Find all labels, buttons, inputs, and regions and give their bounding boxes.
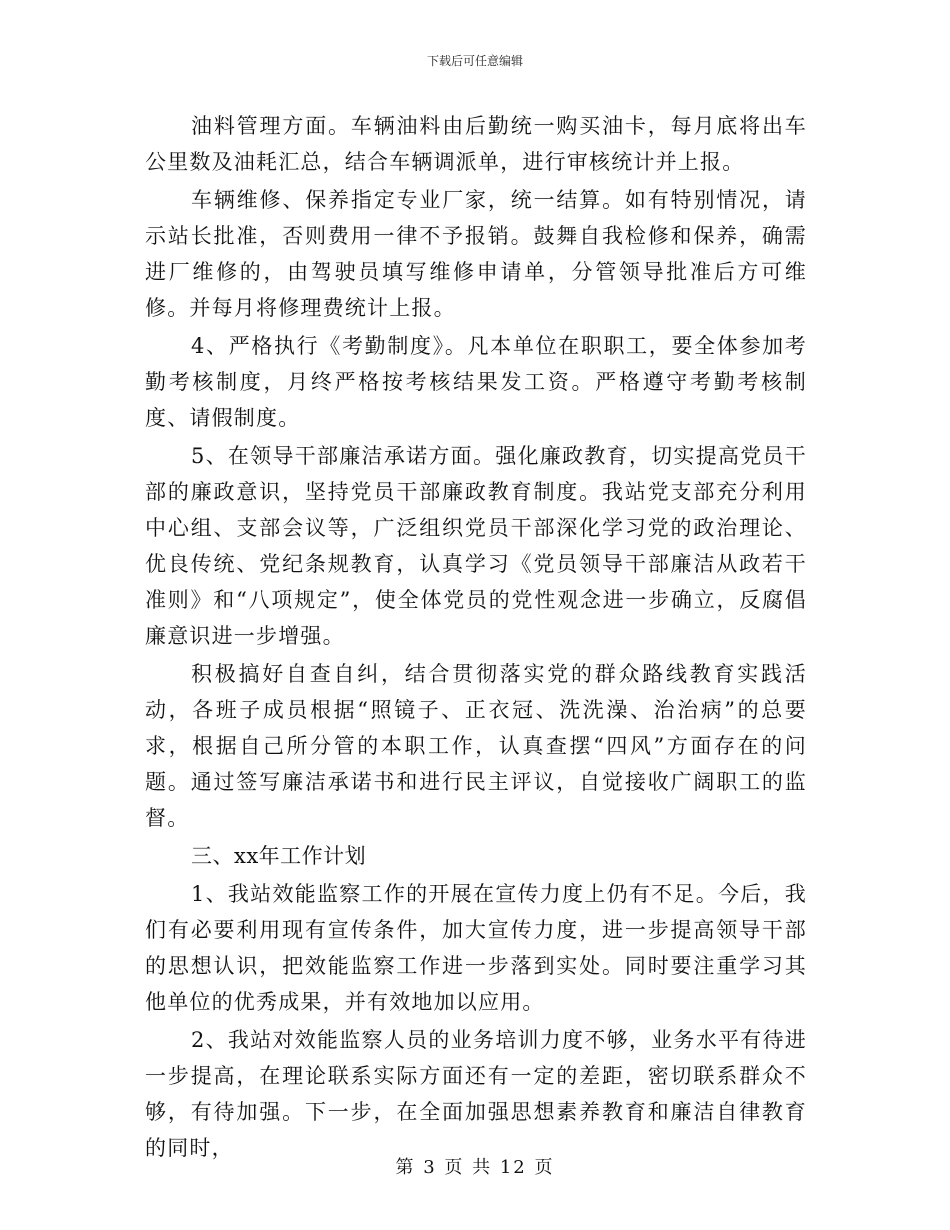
paragraph-plan-item-2: 2、我站对效能监察人员的业务培训力度不够，业务水平有待进一步提高，在理论联系实际方面还有一定的差距，密切联系群众不够，有待加强。下一步，在全面加强思想素养教育和廉洁自律教育的同时，: [145, 1028, 807, 1160]
paragraph-plan-item-1: 1、我站效能监察工作的开展在宣传力度上仍有不足。今后，我们有必要利用现有宣传条件，加大宣传力度，进一步提高领导干部的思想认识，把效能监察工作进一步落到实处。同时要注重学习其他单位的优秀成果，并有效地加以应用。: [145, 882, 807, 1014]
paragraph-fuel-management: 油料管理方面。车辆油料由后勤统一购买油卡，每月底将出车公里数及油耗汇总，结合车辆调派单，进行审核统计并上报。: [145, 114, 807, 174]
page-number-footer: 第 3 页 共 12 页: [395, 1157, 555, 1178]
paragraph-integrity-commitment: 5、在领导干部廉洁承诺方面。强化廉政教育，切实提高党员干部的廉政意识，坚持党员干部廉政教育制度。我站党支部充分利用中心组、支部会议等，广泛组织党员干部深化学习党的政治理论、优良传统、党纪条规教育，认真学习《党员领导干部廉洁从政若干准则》和“八项规定”，使全体党员的党性观念进一步确立，反腐倡廉意识进一步增强。: [145, 444, 807, 648]
paragraph-vehicle-maintenance: 车辆维修、保养指定专业厂家，统一结算。如有特别情况，请示站长批准，否则费用一律不予报销。鼓舞自我检修和保养，确需进厂维修的，由驾驶员填写维修申请单，分管领导批准后方可维修。并每月将修理费统计上报。: [145, 188, 807, 320]
paragraph-self-inspection: 积极搞好自查自纠，结合贯彻落实党的群众路线教育实践活动，各班子成员根据“照镜子、正衣冠、洗洗澡、治治病”的总要求，根据自己所分管的本职工作，认真查摆“四风”方面存在的问题。通过签写廉洁承诺书和进行民主评议，自觉接收广阔职工的监督。: [145, 662, 807, 830]
page-header: 下载后可任意编辑: [426, 54, 523, 68]
section-heading-work-plan: 三、xx年工作计划: [191, 844, 367, 868]
document-body: [145, 108, 807, 1168]
paragraph-attendance-system: 4、严格执行《考勤制度》。凡本单位在职职工，要全体参加考勤考核制度，月终严格按考核结果发工资。严格遵守考勤考核制度、请假制度。: [145, 334, 807, 430]
